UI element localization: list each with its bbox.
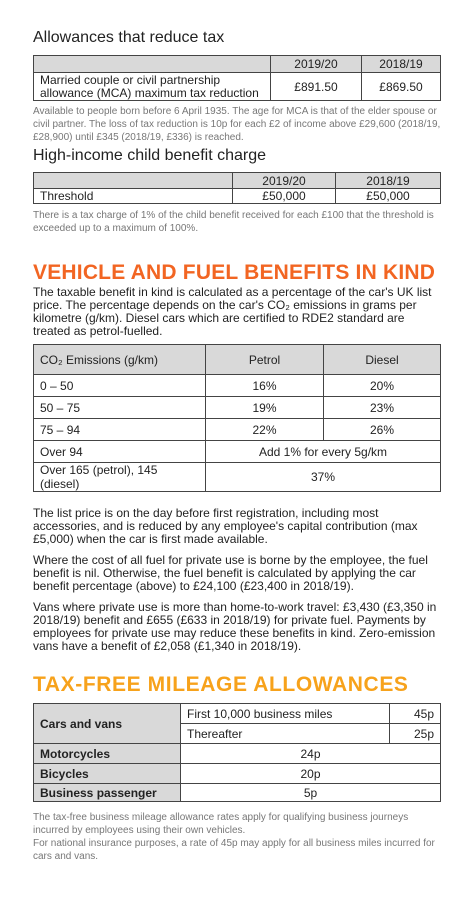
thereafter-rate: 25p	[390, 724, 441, 744]
petrol-rate: 22%	[206, 419, 324, 441]
co2-header-diesel: Diesel	[324, 345, 441, 375]
co2-header-emissions: CO₂ Emissions (g/km)	[34, 345, 206, 375]
mca-label: Married couple or civil partnership allowance (MCA) maximum tax reduction	[34, 73, 271, 101]
diesel-rate: 26%	[324, 419, 441, 441]
co2-header-petrol: Petrol	[206, 345, 324, 375]
motorcycles-label: Motorcycles	[34, 744, 181, 764]
cars-vans-label: Cars and vans	[34, 704, 181, 744]
threshold-value-2018: £50,000	[336, 189, 441, 204]
hicbc-col-2018: 2018/19	[336, 173, 441, 189]
co2-band: 0 – 50	[34, 375, 206, 397]
threshold-value-2019: £50,000	[233, 189, 336, 204]
allowances-table	[33, 55, 441, 101]
list-price-paragraph: The list price is on the day before first registration, including most accessories, and is reduced by any employee's capital contribution (max £5,000) when the car is first made available.	[33, 506, 418, 546]
co2-band: 75 – 94	[34, 419, 206, 441]
passenger-rate: 5p	[181, 784, 441, 802]
petrol-rate: 19%	[206, 397, 324, 419]
co2-table	[33, 344, 441, 492]
threshold-label: Threshold	[34, 189, 233, 204]
mileage-note-1: The tax-free business mileage allowance rates apply for qualifying business journeys incurred by employees using their own vehicles.	[33, 812, 409, 836]
first-10000-label: First 10,000 business miles	[181, 704, 390, 724]
allowances-col-2019: 2019/20	[271, 56, 362, 73]
motorcycles-rate: 24p	[181, 744, 441, 764]
hicbc-heading: High-income child benefit charge	[33, 147, 267, 164]
co2-band: Over 165 (petrol), 145 (diesel)	[34, 463, 206, 492]
table-row	[34, 397, 441, 419]
table-row	[34, 441, 441, 463]
mileage-heading: TAX-FREE MILEAGE ALLOWANCES	[33, 673, 409, 696]
vans-paragraph: Vans where private use is more than home-to-work travel: £3,430 (£3,350 in 2018/19) benefit and £655 (£633 in 2018/19) for private fuel. Payments by employees for private use may reduce these benefits in kind. Zero-emission vans have a benefit of £2,058 (£1,340 in 2018/19).	[33, 600, 437, 653]
vehicle-intro: The taxable benefit in kind is calculated as a percentage of the car's UK list price. The percentage depends on the car's CO₂ emissions in grams per kilometre (g/km). Diesel cars which are certified to RDE2 standard are treated as petrol-fuelled.	[33, 285, 432, 338]
first-10000-rate: 45p	[390, 704, 441, 724]
table-row	[34, 463, 441, 492]
mileage-table	[33, 703, 441, 802]
allowances-note: Available to people born before 6 April 1935. The age for MCA is that of the elder spouse or civil partner. The loss of tax reduction is 10p for each £2 of income above £29,600 (2018/19, £28,900) until £345 (2018/19, £336) is reached.	[33, 106, 441, 143]
bicycles-label: Bicycles	[34, 764, 181, 784]
co2-band: 50 – 75	[34, 397, 206, 419]
diesel-rate: 20%	[324, 375, 441, 397]
vehicle-heading: VEHICLE AND FUEL BENEFITS IN KIND	[33, 261, 436, 284]
bicycles-rate: 20p	[181, 764, 441, 784]
over94-rate: Add 1% for every 5g/km	[206, 441, 441, 463]
hicbc-col-2019: 2019/20	[233, 173, 336, 189]
mca-value-2019: £891.50	[271, 73, 362, 101]
table-row	[34, 375, 441, 397]
mca-value-2018: £869.50	[362, 73, 441, 101]
co2-band: Over 94	[34, 441, 206, 463]
fuel-benefit-paragraph: Where the cost of all fuel for private use is borne by the employee, the fuel benefit is nil. Otherwise, the fuel benefit is calculated by applying the car benefit percentage (above) to £24,100 (£23,400 in 2018/19).	[33, 553, 428, 593]
mileage-note-2: For national insurance purposes, a rate of 45p may apply for all business miles incurred for cars and vans.	[33, 838, 435, 862]
table-row	[34, 419, 441, 441]
passenger-label: Business passenger	[34, 784, 181, 802]
petrol-rate: 16%	[206, 375, 324, 397]
hicbc-note: There is a tax charge of 1% of the child benefit received for each £100 that the threshold is exceeded up to a maximum of 100%.	[33, 210, 434, 234]
allowances-heading: Allowances that reduce tax	[33, 29, 225, 46]
allowances-col-2018: 2018/19	[362, 56, 441, 73]
hicbc-table	[33, 172, 441, 204]
over165-rate: 37%	[206, 463, 441, 492]
thereafter-label: Thereafter	[181, 724, 390, 744]
page	[33, 28, 441, 863]
diesel-rate: 23%	[324, 397, 441, 419]
